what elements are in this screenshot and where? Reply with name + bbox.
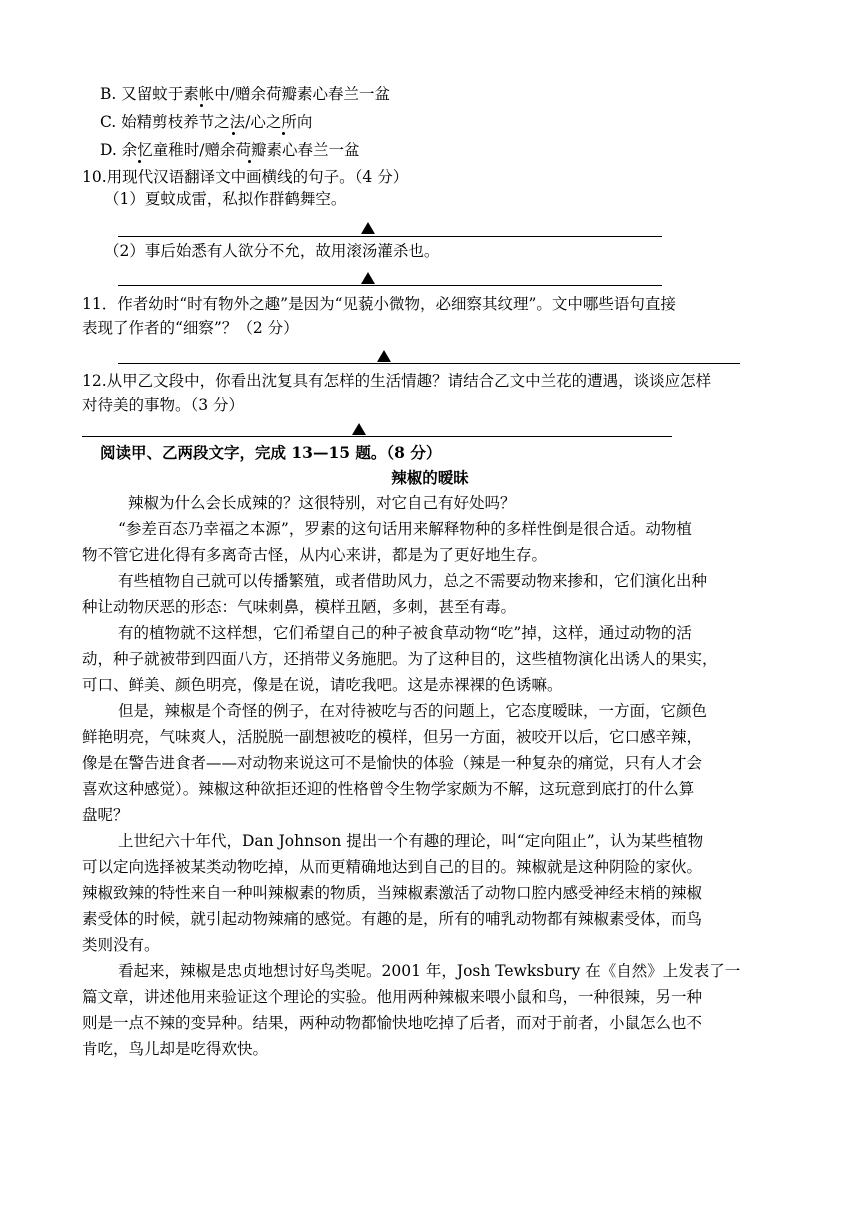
passage-line: 则是一点不辣的变异种。结果，两种动物都愉快地吃掉了后者，而对于前者，小鼠怎么也不 xyxy=(82,1014,703,1032)
passage-line: 但是，辣椒是个奇怪的例子，在对待被吃与否的问题上，它态度暧昧，一方面，它颜色 xyxy=(118,702,708,720)
q10-prompt: 10.用现代汉语翻译文中画横线的句子。（4 分） xyxy=(82,168,409,186)
emphasis-dot xyxy=(248,160,251,163)
q10-item-2: （2）事后始悉有人欲分不允，故用滚汤灌杀也。 xyxy=(104,242,440,260)
passage-title: 辣椒的暧昧 xyxy=(391,468,469,487)
passage-line: 看起来，辣椒是忠贞地想讨好鸟类呢。2001 年，Josh Tewksbury 在《自然》上发表了一 xyxy=(118,962,741,980)
passage-line: 喜欢这种感觉）。辣椒这种欲拒还迎的性格曾令生物学家颇为不解，这玩意到底打的什么算 xyxy=(82,780,695,798)
answer-marker-triangle xyxy=(361,222,375,234)
passage-line: “参差百态乃幸福之本源”，罗素的这句话用来解释物种的多样性倒是很合适。动物植 xyxy=(118,520,692,538)
section-instruction: 阅读甲、乙两段文字，完成 13—15 题。（8 分） xyxy=(100,443,442,462)
answer-line xyxy=(118,236,662,237)
answer-line xyxy=(118,363,740,364)
q11-line-2: 表现了作者的“细察”？（2 分） xyxy=(82,319,299,337)
passage-line: 上世纪六十年代，Dan Johnson 提出一个有趣的理论，叫“定向阻止”，认为某些植物 xyxy=(118,832,704,850)
passage-line: 物不管它进化得有多离奇古怪，从内心来讲，都是为了更好地生存。 xyxy=(82,546,548,564)
q9-option-b: B. 又留蚊于素帐中/赠余荷瓣素心春兰一盆 xyxy=(100,85,390,103)
q12-line-1: 12.从甲乙文段中，你看出沈复具有怎样的生活情趣？请结合乙文中兰花的遭遇，谈谈应怎样 xyxy=(82,372,712,390)
passage-line: 辣椒为什么会长成辣的？这很特别，对它自己有好处吗？ xyxy=(128,494,516,512)
passage-line: 辣椒致辣的特性来自一种叫辣椒素的物质，当辣椒素激活了动物口腔内感受神经末梢的辣椒 xyxy=(82,884,703,902)
passage-line: 盘呢？ xyxy=(82,806,129,824)
answer-marker-triangle xyxy=(361,272,375,284)
emphasis-dot xyxy=(138,160,141,163)
q9-option-d: D. 余忆童稚时/赠余荷瓣素心春兰一盆 xyxy=(100,141,360,159)
passage-line: 肯吃，鸟儿却是吃得欢快。 xyxy=(82,1040,269,1058)
answer-marker-triangle xyxy=(377,350,391,362)
passage-line: 可以定向选择被某类动物吃掉，从而更精确地达到自己的目的。辣椒就是这种阴险的家伙。 xyxy=(82,858,703,876)
answer-line xyxy=(118,285,662,286)
emphasis-dot xyxy=(232,132,235,135)
passage-line: 鲜艳明亮，气味爽人，活脱脱一副想被吃的模样，但另一方面，被咬开以后，它口感辛辣， xyxy=(82,728,703,746)
passage-line: 像是在警告进食者——对动物来说这可不是愉快的体验（辣是一种复杂的痛觉，只有人才会 xyxy=(82,754,703,772)
emphasis-dot xyxy=(200,104,203,107)
passage-line: 素受体的时候，就引起动物辣痛的感觉。有趣的是，所有的哺乳动物都有辣椒素受体，而鸟 xyxy=(82,910,703,928)
q9-option-c: C. 始精剪枝养节之法/心之所向 xyxy=(100,113,313,131)
passage-line: 种让动物厌恶的形态：气味刺鼻，模样丑陋，多刺，甚至有毒。 xyxy=(82,598,517,616)
passage-line: 动，种子就被带到四面八方，还捎带义务施肥。为了这种目的，这些植物演化出诱人的果实， xyxy=(82,650,718,668)
q12-line-2: 对待美的事物。（3 分） xyxy=(82,396,245,414)
q10-item-1: （1）夏蚊成雷，私拟作群鹤舞空。 xyxy=(104,190,347,208)
passage-line: 类则没有。 xyxy=(82,936,160,954)
passage-line: 有些植物自己就可以传播繁殖，或者借助风力，总之不需要动物来掺和，它们演化出种 xyxy=(118,572,708,590)
passage-line: 篇文章，讲述他用来验证这个理论的实验。他用两种辣椒来喂小鼠和鸟，一种很辣，另一种 xyxy=(82,988,703,1006)
passage-line: 有的植物就不这样想，它们希望自己的种子被食草动物“吃”掉，这样，通过动物的活 xyxy=(118,624,692,642)
passage-line: 可口、鲜美、颜色明亮，像是在说，请吃我吧。这是赤裸裸的色诱嘛。 xyxy=(82,676,563,694)
answer-marker-triangle xyxy=(352,423,366,435)
q11-line-1: 11．作者幼时“时有物外之趣”是因为“见藐小微物，必细察其纹理”。文中哪些语句直接 xyxy=(82,295,676,313)
answer-line xyxy=(82,436,672,437)
emphasis-dot xyxy=(282,132,285,135)
